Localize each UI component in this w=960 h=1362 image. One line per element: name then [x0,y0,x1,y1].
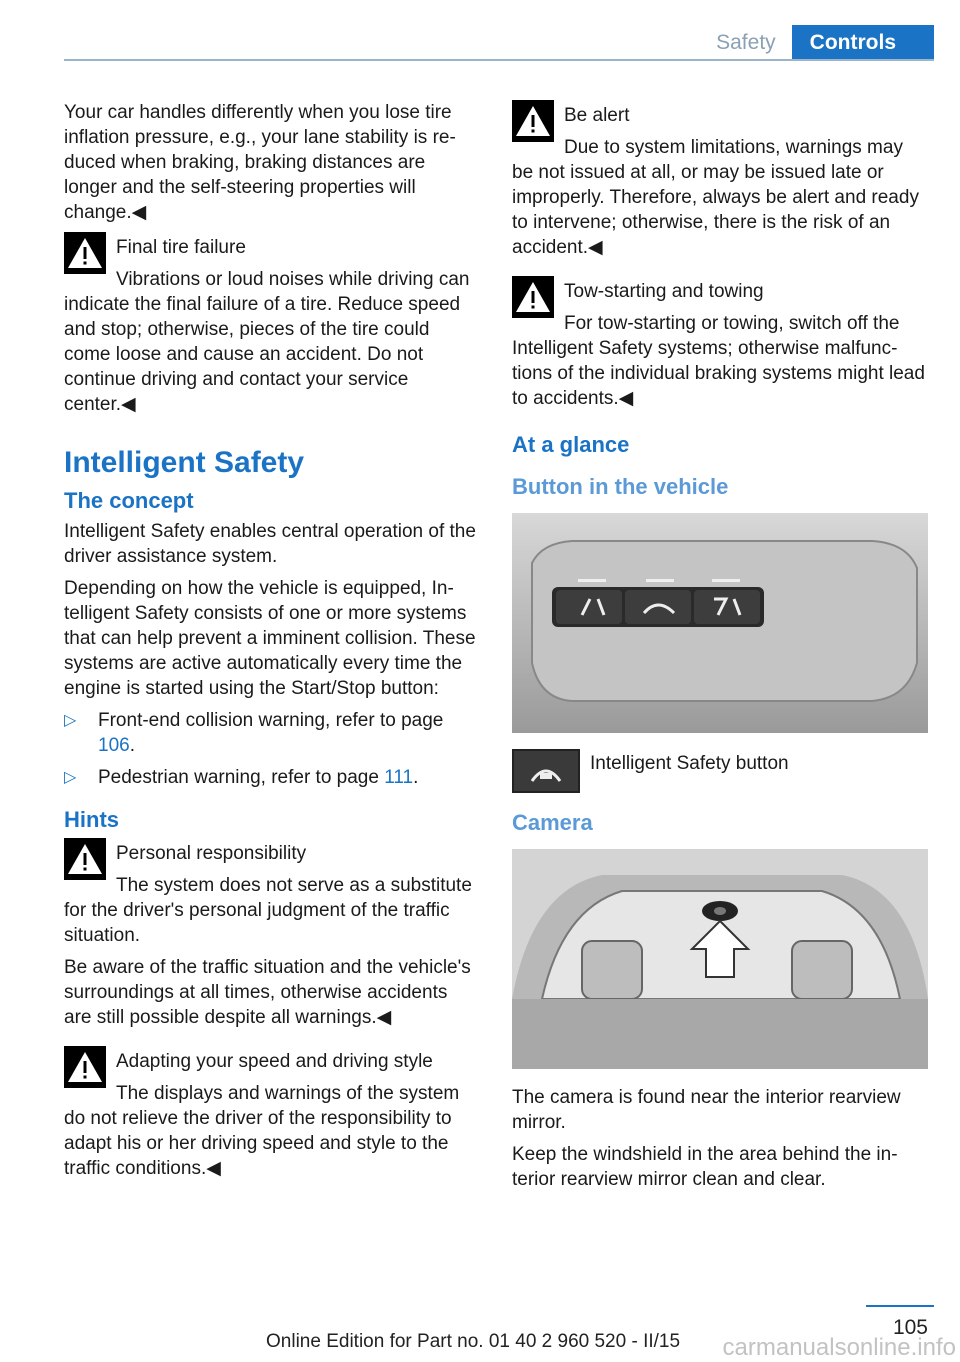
camera-paragraph-2: Keep the windshield in the area behind the interior rearview mirror clean and clear. [512,1144,898,1190]
warning-title: Tow-starting and towing [564,281,764,302]
button-panel-illustration [512,513,928,733]
button-caption [512,749,928,793]
intro-paragraph: Your car handles differently when you lose tire inflation pressure, e.g., your lane stability is reduced when braking, braking distances are longer and the self-steering properties will change.◀ [64,102,456,223]
concept-paragraph-2: Depending on how the vehicle is equipped, Intelligent Safety consists of one or more systems that can help prevent a imminent collision. These systems are active automatically every time the engine is started using the Start/Stop button: [64,578,476,699]
camera-paragraph-1: The camera is found near the interior rearview mirror. [512,1087,901,1133]
systems-list [64,708,476,790]
bullet-triangle-icon: ▷ [64,769,77,786]
warning-adapting-speed [64,1046,476,1181]
header-tabs [700,25,934,61]
list-item-end: . [129,735,135,756]
button-panel-image [512,513,928,733]
concept-heading: The concept [64,488,194,513]
intelligent-safety-button-icon [512,749,580,793]
warning-triangle-icon [64,838,106,880]
warning-text: Vibrations or loud noises while driving can indicate the final failure of a tire. Reduce speed and stop; otherwise, pieces of the tire could come loose and cause an accident. Do not continue driving and contact your service center.◀ [64,269,470,415]
list-item-text: Front-end collision warning, refer to page [98,710,444,731]
warning-text: The system does not serve as a substitute for the driver's personal judgment of the traffic situation. [64,875,472,946]
warning-title: Personal responsibility [116,843,307,864]
bullet-triangle-icon: ▷ [64,712,77,729]
watermark: carmanualsonline.info [722,1334,956,1361]
warning-final-tire-failure [64,232,476,417]
page-link[interactable]: 111 [384,767,414,788]
hints-heading: Hints [64,807,119,832]
warning-be-alert [512,100,928,260]
list-item [64,708,476,758]
list-item [64,765,476,790]
warning-personal-responsibility [64,838,476,948]
warning-triangle-icon [64,1046,106,1088]
header-section-label: Safety [716,31,776,54]
section-title: Intelligent Safety [64,446,305,479]
concept-paragraph-1: Intelligent Safety enables central operation of the driver assistance system. [64,521,476,567]
windshield-illustration [512,849,928,1069]
page-number: 105 [892,1316,928,1339]
warning-text: Due to system limitations, warnings may be not issued at all, or may be issued late or improperly. Therefore, always be alert and ready to intervene; otherwise, there is the risk of an accident.◀ [512,137,919,258]
right-column [512,100,928,1199]
header-chapter-label: Controls [792,25,934,61]
header-rule [64,59,934,61]
left-column [64,100,476,1188]
warning-title: Final tire failure [116,237,246,258]
warning-triangle-icon [512,100,554,142]
at-a-glance-heading: At a glance [512,432,630,457]
warning-title: Be alert [564,105,630,126]
camera-heading: Camera [512,810,593,835]
warning-text: For tow-starting or towing, switch off the Intelligent Safety systems; otherwise malfunctions of the individual braking systems might lead to accidents.◀ [512,313,925,409]
warning-triangle-icon [512,276,554,318]
list-item-text: Pedestrian warning, refer to page [98,767,385,788]
footer-edition: Online Edition for Part no. 01 40 2 960 520 - II/15 [266,1331,681,1352]
button-heading: Button in the vehicle [512,474,729,499]
page-link[interactable]: 106 [98,735,130,756]
list-item-end: . [413,767,419,788]
warning-text: The displays and warnings of the system do not relieve the driver of the responsibility to adapt his or her driving speed and style to the traffic conditions.◀ [64,1083,460,1179]
camera-image [512,849,928,1069]
warning-triangle-icon [64,232,106,274]
warning-title: Adapting your speed and driving style [116,1051,433,1072]
hints-paragraph: Be aware of the traffic situation and the vehicle's surroundings at all times, otherwise accidents are still possible despite all warnings.◀ [64,957,471,1028]
warning-tow-starting [512,276,928,411]
caption-text: Intelligent Safety button [590,753,789,774]
page-number-rule [866,1305,934,1307]
